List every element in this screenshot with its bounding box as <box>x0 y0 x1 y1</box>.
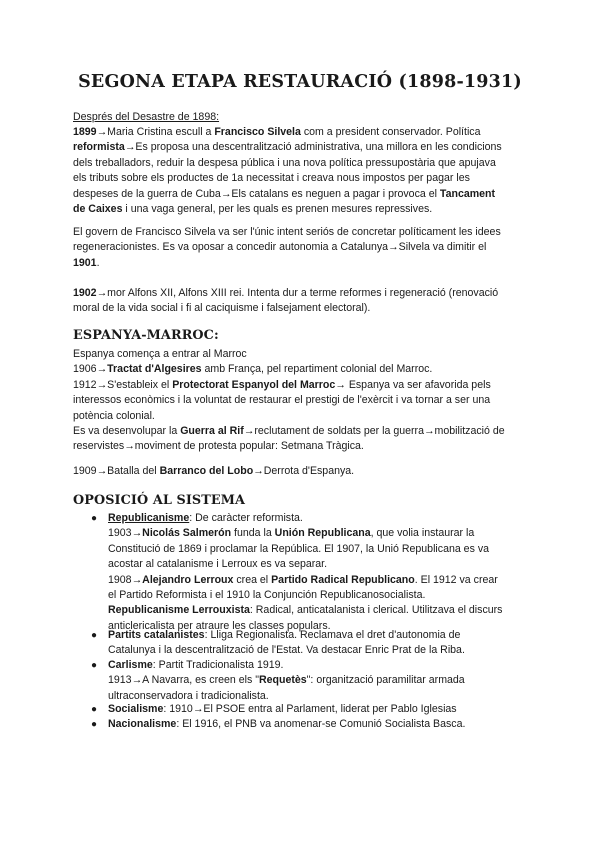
line: ultraconservadora i tradicionalista. <box>108 689 269 702</box>
text: : De caràcter reformista. <box>189 512 303 524</box>
line <box>73 464 513 479</box>
term-republicanisme-lerrouxista: Republicanisme Lerrouxista <box>108 604 250 617</box>
line: moral de la vida social i fi al caciquisme i falsejament electoral). <box>73 302 371 315</box>
text: : 1910→El PSOE entra al Parlament, liderat per Pablo Iglesias <box>163 703 457 715</box>
text: →Derrota d'Espanya. <box>253 465 355 477</box>
bullet-icon: ● <box>91 660 98 671</box>
line <box>108 717 518 732</box>
text: →Es proposa una descentralització administrativa, una millora en les condicions <box>124 141 502 154</box>
term-reformista: reformista <box>73 141 125 154</box>
line <box>73 125 513 140</box>
text: 1909→Batalla del <box>73 465 160 477</box>
line <box>73 286 513 301</box>
term-socialisme: Socialisme <box>108 703 164 715</box>
text: 1906→ <box>73 363 108 376</box>
text: 1903→ <box>108 527 143 540</box>
term-tancament: Tancament <box>439 187 496 200</box>
line <box>108 526 518 541</box>
paragraph-1909 <box>73 464 513 479</box>
text: 1908→ <box>108 573 143 586</box>
text: →reclutament de soldats per la guerra→mobilització de <box>243 425 505 438</box>
text: crea el <box>233 573 272 586</box>
section-heading-marroc: ESPANYA-MARROC: <box>73 328 219 343</box>
line: regeneracionistes. Es va oposar a concedir autonomia a Catalunya→Silvela va dimitir el <box>73 241 487 254</box>
line: Catalunya i la descentralització de l'Estat. Va destacar Enric Prat de la Riba. <box>108 644 465 657</box>
line: Espanya comença a entrar al Marroc <box>73 348 247 360</box>
term-lerroux: Alejandro Lerroux <box>142 573 234 586</box>
text: : Lliga Regionalista. Reclamava el dret d'autonomia de <box>204 629 461 641</box>
line: acostar al catalanisme i Lerroux es va separar. <box>108 558 328 571</box>
line <box>73 378 513 393</box>
page-title: SEGONA ETAPA RESTAURACIÓ (1898-1931) <box>78 72 522 92</box>
line <box>108 673 518 688</box>
line <box>73 187 513 202</box>
text: . <box>96 256 100 269</box>
year-1902: 1902 <box>73 287 97 299</box>
paragraph-1902 <box>73 286 513 317</box>
term-protectorat: Protectorat Espanyol del Marroc <box>172 378 336 391</box>
line: interessos econòmics i la voluntat de restaurar el prestigi de l'exèrcit i va tornar a ser una <box>73 394 491 407</box>
text: i una vaga general, per les quals es prenen mesures repressives. <box>122 203 433 216</box>
text: despeses de la guerra de Cuba→Els catalans es neguen a pagar i provoca el <box>73 187 440 200</box>
term-salmeron: Nicolás Salmerón <box>142 527 232 540</box>
line <box>73 140 513 155</box>
term-carlisme: Carlisme <box>108 659 153 671</box>
term-partits-catalanistes: Partits catalanistes <box>108 629 205 641</box>
term-republicanisme: Republicanisme <box>108 512 190 524</box>
list-item-republicanisme <box>91 511 518 634</box>
line <box>108 511 518 526</box>
section-heading-oposicio: OPOSICIÓ AL SISTEMA <box>73 493 246 508</box>
text: funda la <box>231 527 275 540</box>
line <box>73 256 513 271</box>
line: Constitució de 1869 i proclamar la República. El 1907, la Unió Republicana es va <box>108 542 490 555</box>
line <box>108 603 518 618</box>
text: . El 1912 va crear <box>414 573 498 586</box>
term-partido-radical: Partido Radical Republicano <box>271 573 415 586</box>
paragraph-silvela <box>73 225 513 271</box>
line <box>108 658 518 673</box>
term-guerra-rif: Guerra al Rif <box>180 425 244 438</box>
term-tractat: Tractat d'Algesires <box>107 363 202 376</box>
text: , que volia instaurar la <box>370 527 475 540</box>
bullet-icon: ● <box>91 704 98 715</box>
text: ": organització paramilitar armada <box>306 674 465 687</box>
intro-heading <box>73 110 513 125</box>
text: →Maria Cristina escull a <box>96 126 215 138</box>
text: : Partit Tradicionalista 1919. <box>152 659 284 671</box>
text: com a president conservador. Política <box>300 126 481 138</box>
list-item-carlisme <box>91 658 518 704</box>
list-item-nacionalisme <box>91 717 518 732</box>
bullet-icon: ● <box>91 719 98 730</box>
section-marroc <box>73 347 513 455</box>
line <box>73 424 513 439</box>
line: reservistes→moviment de protesta popular: Setmana Tràgica. <box>73 440 364 453</box>
line <box>108 628 518 643</box>
bullet-icon: ● <box>91 513 98 524</box>
term-nacionalisme: Nacionalisme <box>108 718 177 730</box>
line <box>108 573 518 588</box>
year-1901: 1901 <box>73 256 97 269</box>
bullet-icon: ● <box>91 630 98 641</box>
line: el Partido Reformista i el 1910 la Conjunción Republicanosocialista. <box>108 589 426 602</box>
term-silvela: Francisco Silvela <box>214 126 301 138</box>
text: →mor Alfons XII, Alfons XIII rei. Intenta dur a terme reformes i regeneració (renovació <box>96 287 499 299</box>
line: potència colonial. <box>73 409 155 422</box>
line <box>73 202 513 217</box>
text: 1912→S'estableix el <box>73 378 173 391</box>
line: els tributs sobre els productes de 1a necessitat i creava nous impostos per pagar les <box>73 172 470 185</box>
text: : El 1916, el PNB va anomenar-se Comunió Socialista Basca. <box>176 718 466 730</box>
list-item-catalanistes <box>91 628 518 659</box>
line <box>73 362 513 377</box>
term-caixes: de Caixes <box>73 203 123 216</box>
paragraph-1899 <box>73 125 513 217</box>
intro-heading-text: Després del Desastre de 1898: <box>73 111 220 123</box>
line: El govern de Francisco Silvela va ser l'únic intent seriós de concretar políticament les idees <box>73 226 501 238</box>
term-barranco: Barranco del Lobo <box>159 465 254 477</box>
line <box>108 702 518 717</box>
year-1899: 1899 <box>73 126 97 138</box>
text: : Radical, anticatalanista i clerical. Utilitzava el discurs <box>249 604 503 617</box>
text: amb França, pel repartiment colonial del Marroc. <box>201 363 433 376</box>
term-union-republicana: Unión Republicana <box>274 527 371 540</box>
text: 1913→A Navarra, es creen els " <box>108 674 259 687</box>
line: dels treballadors, reduir la despesa pública i una nova política pressupostària que apujava <box>73 156 496 169</box>
text: Es va desenvolupar la <box>73 425 181 438</box>
line: anticlericalista per atraure les classes populars. <box>108 619 331 632</box>
text: → Espanya va ser afavorida pels <box>335 378 491 391</box>
term-requetes: Requetès <box>258 674 307 687</box>
list-item-socialisme <box>91 702 518 717</box>
